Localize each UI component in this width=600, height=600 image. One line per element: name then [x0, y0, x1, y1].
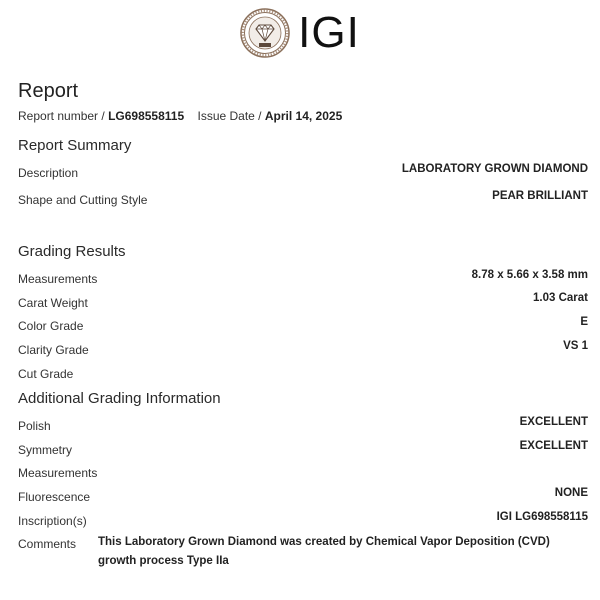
inscription-value: IGI LG698558115 [496, 511, 588, 523]
measurements-label: Measurements [18, 272, 98, 286]
polish-label: Polish [18, 419, 51, 433]
measurements-value: 8.78 x 5.66 x 3.58 mm [471, 269, 588, 281]
clarity-grade-value: VS 1 [563, 340, 588, 352]
report-meta [18, 109, 342, 123]
color-grade-label: Color Grade [18, 319, 84, 333]
issue-date-value: April 14, 2025 [264, 109, 343, 123]
report-title: Report [18, 80, 79, 102]
carat-weight-label: Carat Weight [18, 296, 88, 310]
igi-logo-text: IGI [298, 8, 360, 57]
clarity-grade-label: Clarity Grade [18, 343, 89, 357]
shape-value: PEAR BRILLIANT [492, 190, 588, 202]
additional-grading-heading: Additional Grading Information [18, 390, 221, 407]
polish-value: EXCELLENT [519, 416, 588, 428]
report-number-value: LG698558115 [108, 109, 185, 123]
fluorescence-value: NONE [554, 487, 588, 499]
description-label: Description [18, 166, 79, 180]
report-summary-heading: Report Summary [18, 137, 132, 154]
additional-measurements-label: Measurements [18, 466, 98, 480]
report-number-label: Report number / [18, 109, 105, 123]
color-grade-value: E [580, 316, 588, 328]
symmetry-value: EXCELLENT [519, 440, 588, 452]
description-value: LABORATORY GROWN DIAMOND [401, 163, 588, 175]
fluorescence-label: Fluorescence [18, 490, 91, 504]
inscription-label: Inscription(s) [18, 514, 87, 528]
report-header [0, 6, 600, 60]
cut-grade-label: Cut Grade [18, 367, 74, 381]
igi-seal-icon [240, 8, 290, 58]
comments-value: This Laboratory Grown Diamond was created by Chemical Vapor Deposition (CVD) growth process Type IIa [98, 536, 550, 567]
symmetry-label: Symmetry [18, 443, 72, 457]
comments-label: Comments [18, 537, 77, 551]
carat-weight-value: 1.03 Carat [533, 292, 588, 304]
shape-label: Shape and Cutting Style [18, 193, 148, 207]
grading-results-heading: Grading Results [18, 243, 126, 260]
igi-logo [240, 8, 360, 58]
issue-date-label: Issue Date / [197, 109, 262, 123]
